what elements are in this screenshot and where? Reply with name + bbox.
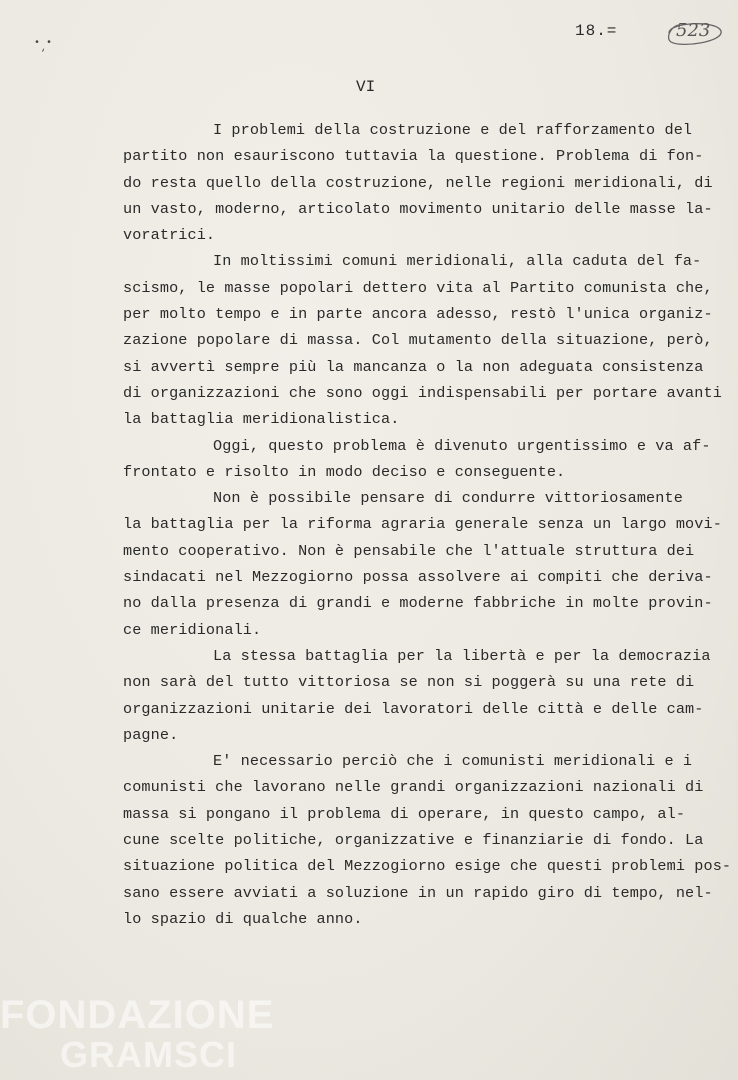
text-line: ce meridionali. [123, 620, 262, 639]
text-line: zazione popolare di massa. Col mutamento della situazione, però, [123, 331, 713, 350]
text-line: Non è possibile pensare di condurre vittoriosamente [213, 489, 683, 508]
ink-specks: • • ‘ [34, 38, 53, 60]
chapter-heading: VI [356, 78, 376, 96]
text-line: si avvertì sempre più la mancanza o la non adeguata consistenza [123, 357, 704, 376]
watermark-logo [0, 995, 274, 1075]
text-line: la battaglia per la riforma agraria generale senza un largo movi- [123, 515, 722, 534]
text-line: non sarà del tutto vittoriosa se non si poggerà su una rete di [123, 673, 695, 692]
text-line: In moltissimi comuni meridionali, alla caduta del fa- [213, 252, 702, 271]
text-line: massa si pongano il problema di operare, in questo campo, al- [123, 804, 686, 823]
text-line: la battaglia meridionalistica. [123, 410, 400, 429]
text-line: frontato e risolto in modo deciso e conseguente. [123, 462, 566, 481]
text-line: Oggi, questo problema è divenuto urgentissimo e va af- [213, 436, 711, 455]
text-line: voratrici. [123, 226, 216, 245]
text-line: partito non esauriscono tuttavia la questione. Problema di fon- [123, 147, 704, 166]
watermark-line: FONDAZIONE [0, 993, 275, 1037]
text-line: La stessa battaglia per la libertà e per la democrazia [213, 646, 711, 665]
watermark-line: GRAMSCI [60, 1034, 237, 1075]
text-line: sano essere avviati a soluzione in un rapido giro di tempo, nel- [123, 883, 713, 902]
text-line: organizzazioni unitarie dei lavoratori delle città e delle cam- [123, 699, 704, 718]
text-line: no dalla presenza di grandi e moderne fabbriche in molte provin- [123, 594, 713, 613]
text-line: di organizzazioni che sono oggi indispensabili per portare avanti [123, 383, 722, 402]
archive-number: 523 [676, 20, 711, 41]
text-line: sindacati nel Mezzogiorno possa assolvere ai compiti che deriva- [123, 568, 713, 587]
text-line: lo spazio di qualche anno. [123, 909, 363, 928]
text-line: pagne. [123, 725, 179, 744]
text-line: comunisti che lavorano nelle grandi organizzazioni nazionali di [123, 778, 704, 797]
text-line: I problemi della costruzione e del rafforzamento del [213, 121, 693, 139]
text-line: do resta quello della costruzione, nelle regioni meridionali, di [123, 173, 713, 192]
text-line: cune scelte politiche, organizzative e finanziarie di fondo. La [123, 831, 704, 850]
text-line: un vasto, moderno, articolato movimento unitario delle masse la- [123, 199, 713, 218]
text-line: scismo, le masse popolari dettero vita al Partito comunista che, [123, 278, 713, 297]
text-line: situazione politica del Mezzogiorno esige che questi problemi pos- [123, 857, 732, 876]
text-line: mento cooperativo. Non è pensabile che l'attuale struttura dei [123, 541, 695, 560]
page-number: 18.= [575, 22, 618, 40]
text-line: E' necessario perciò che i comunisti meridionali e i [213, 752, 693, 771]
document-body [123, 117, 732, 932]
text-line: per molto tempo e in parte ancora adesso, restò l'unica organiz- [123, 305, 713, 324]
